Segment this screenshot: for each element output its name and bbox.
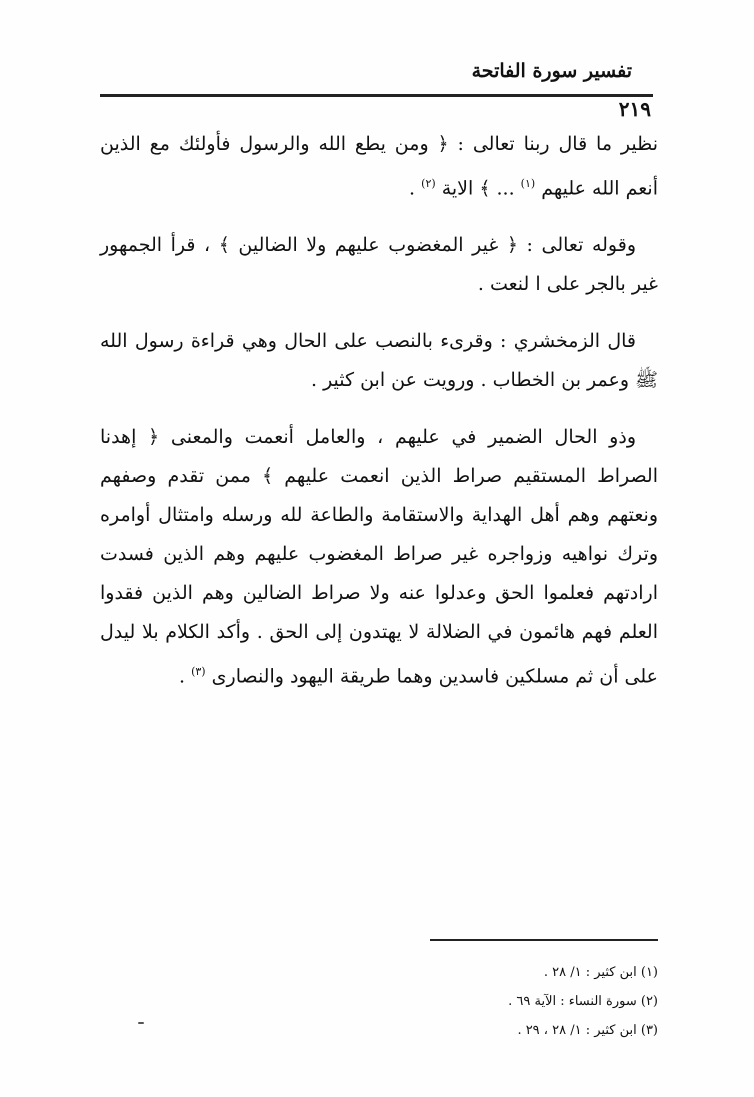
paragraph-1	[100, 125, 658, 208]
footnote-marker-3: (٣)	[191, 665, 206, 679]
footnotes	[358, 958, 658, 1045]
paragraph-4-text: وذو الحال الضمير في عليهم ، والعامل أنعمت والمعنى ﴿ إهدنا الصراط المستقيم صراط الذين انعمت عليهم ﴾ ممن تقدم وصفهم ونعتهم وهم أهل الهداية والاستقامة والطاعة لله ورسله وامتثال أوامره وترك نواهيه وزواجره غير صراط المغضوب عليهم وهم الذين فسدت ارادتهم فعلموا الحق وعدلوا عنه ولا صراط الضالين وهم الذين فقدوا العلم فهم هائمون في الضلالة لا يهتدون إلى الحق . وأكد الكلام بلا ليدل على أن ثم مسلكين فاسدين وهما طريقة اليهود والنصارى	[100, 426, 658, 688]
paragraph-3: قال الزمخشري : وقرىء بالنصب على الحال وهي قراءة رسول الله ﷺ وعمر بن الخطاب . ورويت عن ابن كثير .	[100, 330, 658, 392]
paragraph-1-mid: ... ﴾ الاية	[441, 177, 515, 200]
footnote-2: (٢) سورة النساء : الآية ٦٩ .	[508, 994, 658, 1009]
footnote-1: (١) ابن كثير : ١/ ٢٨ .	[543, 965, 658, 980]
header-rule	[100, 94, 653, 97]
scan-speck	[138, 1022, 144, 1024]
footnote-marker-1: (١)	[520, 177, 536, 190]
footnote-marker-2: (٢)	[421, 177, 436, 190]
paragraph-2: وقوله تعالى : ﴿ غير المغضوب عليهم ولا الضالين ﴾ ، قرأ الجمهور غير بالجر على ا لنعت .	[100, 234, 658, 296]
footnote-3: (٣) ابن كثير : ١/ ٢٨ ، ٢٩ .	[517, 1023, 658, 1038]
paragraph-1-end: .	[409, 177, 416, 200]
page-number: ٢١٩	[618, 97, 651, 121]
running-title: تفسير سورة الفاتحة	[471, 60, 632, 82]
paragraph-1-text: نظير ما قال ربنا تعالى : ﴿ ومن يطع الله والرسول فأولئك مع الذين أنعم الله عليهم	[100, 133, 658, 200]
footnote-rule	[430, 939, 658, 941]
body-text	[100, 125, 658, 715]
paragraph-4	[100, 418, 658, 696]
paragraph-4-end: .	[178, 665, 186, 688]
